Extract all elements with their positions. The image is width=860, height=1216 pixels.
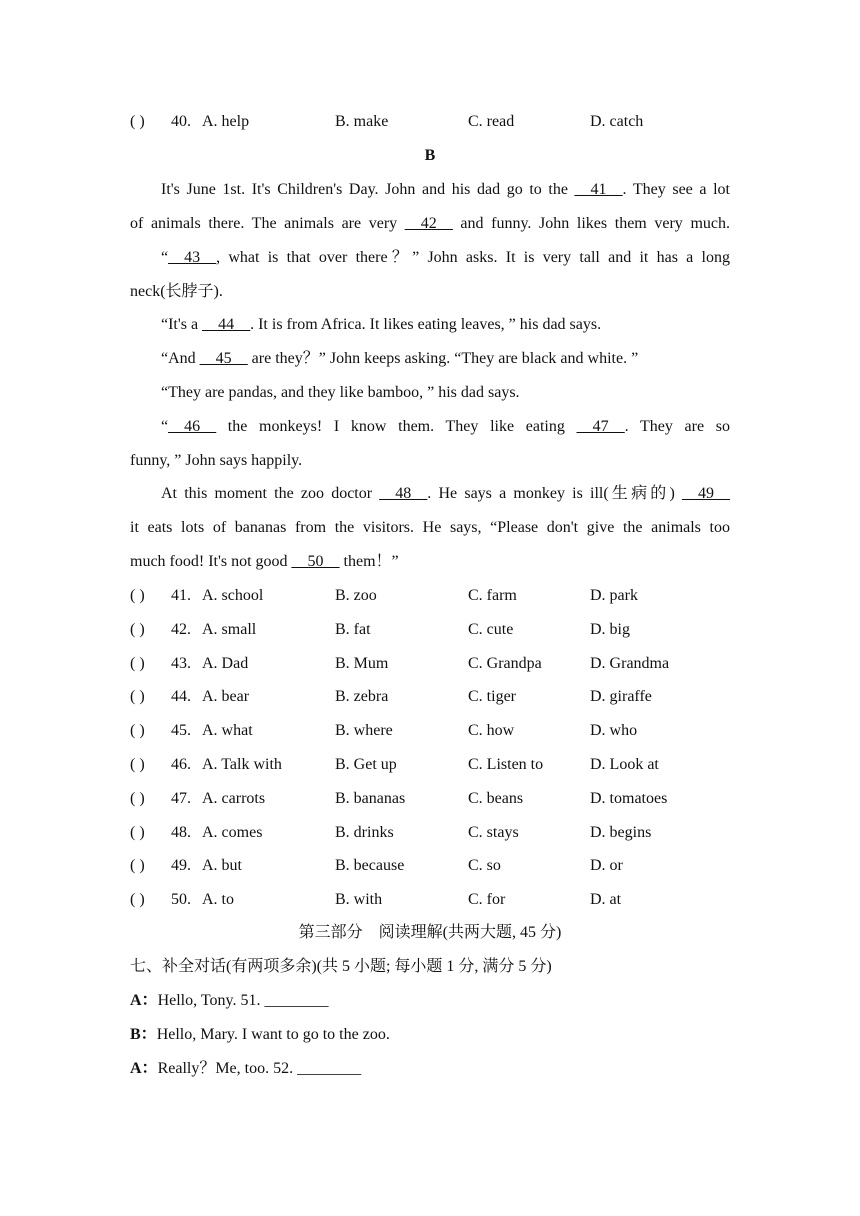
passage-text: At this moment the zoo doctor: [161, 485, 380, 502]
answer-parenthesis: ( ): [130, 688, 145, 705]
question-number: 43.: [171, 655, 191, 672]
option-a: A. but: [202, 857, 242, 874]
speaker-label: B：: [130, 1026, 157, 1043]
option-b: B. drinks: [335, 824, 394, 841]
question-number: 48.: [171, 824, 191, 841]
question-number: 50.: [171, 891, 191, 908]
option-c: C. tiger: [468, 688, 516, 705]
passage-line: “They are pandas, and they like bamboo, ” his dad says.: [161, 384, 520, 401]
passage-line: [130, 482, 730, 506]
option-b: B. bananas: [335, 790, 406, 807]
option-d: D. tomatoes: [590, 790, 668, 807]
dialogue-line: [130, 989, 730, 1013]
question-number: 46.: [171, 756, 191, 773]
option-a: A. Talk with: [202, 756, 282, 773]
question-row: [130, 719, 730, 743]
section-b-heading: B: [424, 147, 436, 164]
passage-text: “And: [161, 350, 200, 367]
blank-48: __48__: [379, 485, 428, 502]
option-d: D. at: [590, 891, 622, 908]
option-c: C. Grandpa: [468, 655, 542, 672]
dialogue-text: Really？Me, too. 52. ________: [157, 1060, 362, 1077]
passage-line: [130, 313, 730, 337]
option-a: A. Dad: [202, 655, 249, 672]
question-row: [130, 888, 730, 912]
option-d: D. who: [590, 722, 638, 739]
answer-parenthesis: ( ): [130, 857, 145, 874]
dialogue-line: [130, 1057, 730, 1081]
passage-text: . He says a monkey is ill(生病的): [427, 485, 682, 502]
option-c: C. stays: [468, 824, 519, 841]
passage-text: “: [161, 418, 169, 435]
option-c: C. farm: [468, 587, 517, 604]
option-b: B. with: [335, 891, 383, 908]
answer-parenthesis: ( ): [130, 621, 145, 638]
question-row: [130, 821, 730, 845]
passage-line: [130, 550, 730, 574]
passage-text: the monkeys! I know them. They like eating: [216, 418, 577, 435]
option-d: D. giraffe: [590, 688, 652, 705]
passage-text: “: [161, 249, 169, 266]
blank-50: __50__: [291, 553, 340, 570]
option-c: C. cute: [468, 621, 514, 638]
passage-text: . They are so: [624, 418, 730, 435]
passage-text: , what is that over there？” John asks. It is very tall and it has a long: [216, 249, 730, 266]
passage-text: “It's a: [161, 316, 203, 333]
dialogue-text: Hello, Tony. 51. ________: [157, 992, 329, 1009]
passage-text: them！”: [339, 553, 399, 570]
option-d: D. catch: [590, 113, 644, 130]
question-number: 49.: [171, 857, 191, 874]
passage-line: [130, 347, 730, 371]
option-a: A. comes: [202, 824, 263, 841]
question-row: [130, 685, 730, 709]
passage-line: [130, 178, 730, 202]
dialogue-line: [130, 1023, 730, 1047]
passage-line: [130, 415, 730, 439]
answer-parenthesis: ( ): [130, 891, 145, 908]
answer-parenthesis: ( ): [130, 756, 145, 773]
option-b: B. zebra: [335, 688, 389, 705]
passage-text: are they？” John keeps asking. “They are black and white. ”: [247, 350, 639, 367]
blank-41: __41__: [574, 181, 623, 198]
answer-parenthesis: ( ): [130, 587, 145, 604]
blank-45: __45__: [199, 350, 248, 367]
option-c: C. so: [468, 857, 501, 874]
option-a: A. carrots: [202, 790, 266, 807]
answer-parenthesis: ( ): [130, 824, 145, 841]
answer-parenthesis: ( ): [130, 655, 145, 672]
option-c: C. beans: [468, 790, 524, 807]
option-b: B. zoo: [335, 587, 377, 604]
speaker-label: A：: [130, 1060, 158, 1077]
question-number: 45.: [171, 722, 191, 739]
option-d: D. Look at: [590, 756, 659, 773]
question-row: [130, 652, 730, 676]
question-number: 40.: [171, 113, 191, 130]
question-row: [130, 787, 730, 811]
answer-parenthesis: ( ): [130, 722, 145, 739]
option-b: B. fat: [335, 621, 371, 638]
blank-44: __44__: [202, 316, 251, 333]
option-d: D. begins: [590, 824, 652, 841]
option-d: D. Grandma: [590, 655, 670, 672]
option-b: B. because: [335, 857, 405, 874]
answer-parenthesis: ( ): [130, 113, 145, 130]
option-b: B. make: [335, 113, 389, 130]
option-c: C. how: [468, 722, 515, 739]
passage-line: it eats lots of bananas from the visitors. He says, “Please don't give the animals too: [130, 519, 730, 536]
blank-47: __47__: [576, 418, 625, 435]
option-b: B. where: [335, 722, 393, 739]
question-number: 47.: [171, 790, 191, 807]
speaker-label: A：: [130, 992, 158, 1009]
passage-line: [130, 246, 730, 270]
question-row: [130, 854, 730, 878]
passage-text: of animals there. The animals are very: [130, 215, 405, 232]
blank-49: __49__: [682, 485, 730, 502]
option-c: C. for: [468, 891, 506, 908]
question-row: [130, 753, 730, 777]
option-c: C. Listen to: [468, 756, 544, 773]
passage-text: . They see a lot: [622, 181, 731, 198]
question-row: [130, 618, 730, 642]
passage-text: much food! It's not good: [130, 553, 292, 570]
option-b: B. Mum: [335, 655, 389, 672]
passage-text: It's June 1st. It's Children's Day. John and his dad go to the: [161, 181, 575, 198]
passage-text: and funny. John likes them very much.: [452, 215, 730, 232]
blank-42: __42__: [404, 215, 453, 232]
option-c: C. read: [468, 113, 515, 130]
question-number: 44.: [171, 688, 191, 705]
question-number: 42.: [171, 621, 191, 638]
blank-43: __43__: [168, 249, 217, 266]
option-a: A. help: [202, 113, 250, 130]
option-d: D. park: [590, 587, 638, 604]
blank-46: __46__: [168, 418, 217, 435]
part-3-title: 第三部分 阅读理解(共两大题, 45 分): [298, 924, 562, 941]
option-d: D. big: [590, 621, 630, 638]
passage-text: . It is from Africa. It likes eating leaves, ” his dad says.: [250, 316, 602, 333]
passage-line: neck(长脖子).: [130, 283, 223, 300]
question-row: [130, 110, 730, 134]
section-7-title: 七、补全对话(有两项多余)(共 5 小题; 每小题 1 分, 满分 5 分): [130, 958, 552, 975]
question-row: [130, 584, 730, 608]
dialogue-text: Hello, Mary. I want to go to the zoo.: [156, 1026, 390, 1043]
answer-parenthesis: ( ): [130, 790, 145, 807]
option-a: A. what: [202, 722, 253, 739]
passage-line: [130, 212, 730, 236]
option-a: A. bear: [202, 688, 250, 705]
option-a: A. to: [202, 891, 234, 908]
option-b: B. Get up: [335, 756, 397, 773]
question-number: 41.: [171, 587, 191, 604]
option-a: A. small: [202, 621, 257, 638]
option-a: A. school: [202, 587, 264, 604]
option-d: D. or: [590, 857, 623, 874]
passage-line: funny, ” John says happily.: [130, 452, 303, 469]
